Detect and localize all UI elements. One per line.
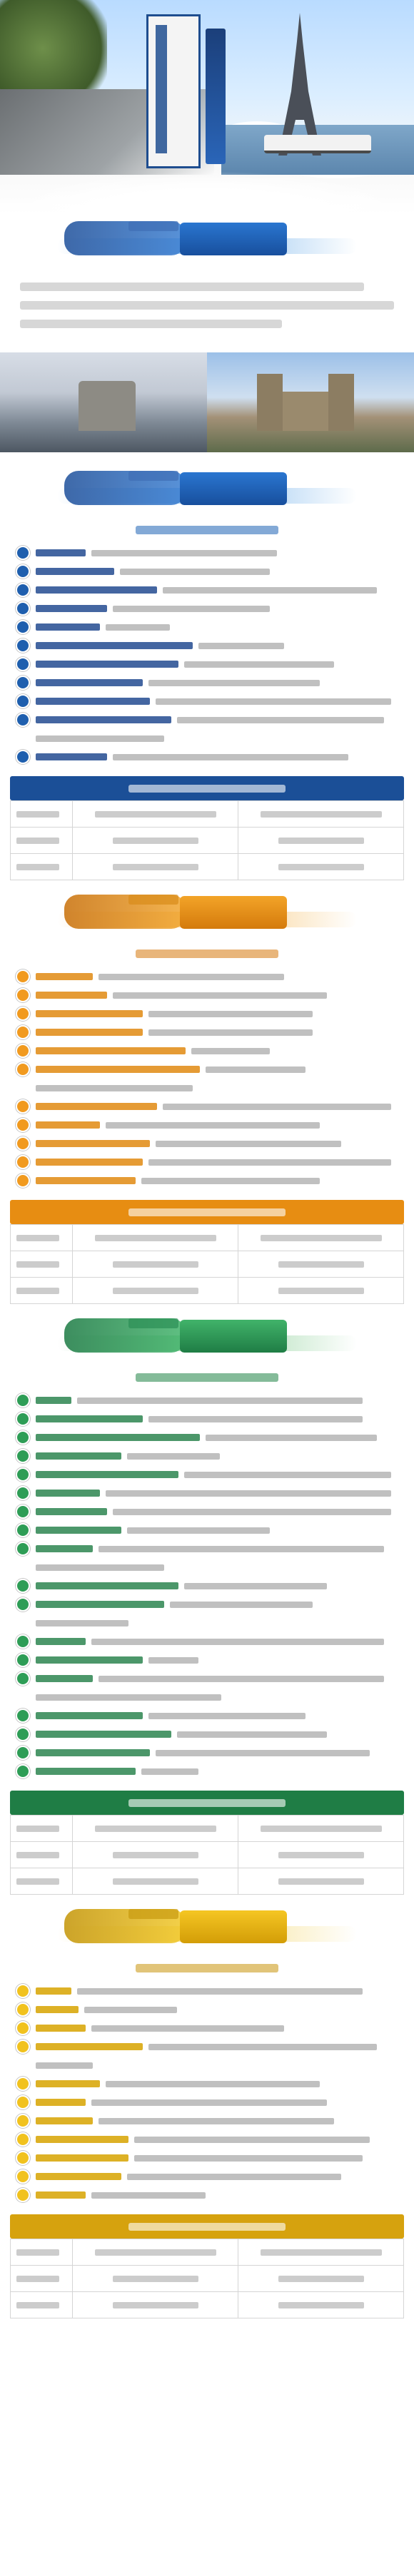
stop-address	[163, 587, 377, 594]
list-item	[16, 986, 401, 1004]
list-item	[16, 1004, 401, 1023]
stop-name	[36, 1582, 178, 1589]
stop-address	[120, 569, 270, 575]
title-text	[128, 1208, 286, 1216]
stop-address	[99, 974, 284, 980]
stop-name	[36, 753, 107, 760]
text-line	[20, 282, 364, 291]
timetable-table	[10, 800, 404, 880]
hero-fade	[0, 171, 414, 214]
stop-number-badge	[16, 969, 30, 984]
stop-number-badge	[16, 1709, 30, 1723]
stop-address	[134, 2137, 370, 2143]
stop-name	[36, 2191, 86, 2199]
list-item	[16, 2112, 401, 2130]
stop-address	[206, 1435, 377, 1441]
list-item	[16, 1097, 401, 1116]
header-title	[180, 1320, 287, 1353]
intro-paragraph	[0, 268, 414, 347]
stop-name	[36, 1029, 143, 1036]
list-item	[16, 2167, 401, 2186]
stop-address	[91, 550, 277, 556]
green-stop-list	[0, 1390, 414, 1786]
stop-address	[36, 2062, 93, 2069]
stop-name	[36, 2099, 86, 2106]
stop-address	[106, 624, 170, 631]
stops-subtitle	[0, 1365, 414, 1390]
table-row	[11, 1225, 404, 1251]
section-header-orange-line	[0, 887, 414, 942]
stop-number-badge	[16, 657, 30, 671]
stop-number-badge	[16, 1136, 30, 1151]
stop-address	[91, 2192, 206, 2199]
header-title	[180, 472, 287, 505]
stop-number-badge	[16, 1523, 30, 1537]
list-item	[16, 1595, 401, 1614]
stop-address	[148, 1713, 306, 1719]
table-row	[11, 801, 404, 828]
list-item	[16, 1688, 401, 1706]
stop-address	[148, 680, 320, 686]
stop-name	[36, 1768, 136, 1775]
stop-address	[91, 2025, 284, 2032]
stop-address	[156, 1750, 370, 1756]
stop-address	[141, 1178, 320, 1184]
stop-name	[36, 1159, 143, 1166]
table-row	[11, 2266, 404, 2292]
list-item	[16, 1706, 401, 1725]
stop-address	[113, 754, 348, 760]
stop-address	[148, 1657, 198, 1664]
list-item	[16, 1614, 401, 1632]
stop-name	[36, 2080, 100, 2087]
page-end	[0, 2570, 414, 2576]
list-item	[16, 673, 401, 692]
stop-number-badge	[16, 1099, 30, 1114]
stop-number-badge	[16, 988, 30, 1002]
stop-number-badge	[16, 638, 30, 653]
list-item	[16, 1447, 401, 1465]
stop-name	[36, 568, 114, 575]
timetable-table	[10, 2239, 404, 2318]
list-item	[16, 1116, 401, 1134]
facade-shape	[283, 392, 328, 431]
list-item	[16, 1060, 401, 1079]
stop-number-badge	[16, 1597, 30, 1612]
green-timetable	[0, 1791, 414, 1895]
list-item	[16, 2093, 401, 2112]
list-item	[16, 581, 401, 599]
list-item	[16, 1521, 401, 1539]
stop-name	[36, 1675, 93, 1682]
stop-address	[177, 1731, 327, 1738]
stop-name	[36, 1987, 71, 1995]
stop-number-badge	[16, 1412, 30, 1426]
list-item	[16, 1465, 401, 1484]
timetable-title	[10, 776, 404, 800]
stop-name	[36, 716, 171, 723]
stop-name	[36, 1656, 143, 1664]
stop-number-badge	[16, 1542, 30, 1556]
stop-number-badge	[16, 2077, 30, 2091]
river-boat	[264, 135, 371, 153]
list-item	[16, 1632, 401, 1651]
list-item	[16, 2000, 401, 2019]
stop-name	[36, 1066, 200, 1073]
stop-number-badge	[16, 1393, 30, 1407]
stop-name	[36, 679, 143, 686]
stop-name	[36, 2154, 128, 2162]
header-brand-tag	[128, 471, 178, 481]
stop-name	[36, 1638, 86, 1645]
stop-number-badge	[16, 1727, 30, 1741]
stop-address	[77, 1988, 363, 1995]
stop-address	[99, 2118, 334, 2124]
stop-number-badge	[16, 1155, 30, 1169]
table-row	[11, 1842, 404, 1868]
stop-name	[36, 1490, 100, 1497]
stop-address	[156, 698, 391, 705]
stop-number-badge	[16, 546, 30, 560]
stop-name	[36, 642, 193, 649]
list-item	[16, 2186, 401, 2204]
list-item	[16, 1391, 401, 1410]
blue-stop-list	[0, 542, 414, 772]
list-item	[16, 1651, 401, 1669]
stop-name	[36, 1712, 143, 1719]
stop-address	[198, 643, 284, 649]
stop-number-badge	[16, 601, 30, 616]
stop-name	[36, 1047, 186, 1054]
list-item	[16, 1153, 401, 1171]
stop-address	[91, 2099, 327, 2106]
arc-de-triomphe-photo	[0, 352, 214, 452]
stop-name	[36, 1010, 143, 1017]
stop-name	[36, 2025, 86, 2032]
list-item	[16, 1982, 401, 2000]
stop-address	[36, 1564, 164, 1571]
hero-banner	[0, 0, 414, 214]
stops-subtitle	[0, 1956, 414, 1980]
list-item	[16, 1023, 401, 1042]
list-item	[16, 1079, 401, 1097]
list-item	[16, 2037, 401, 2056]
stop-number-badge	[16, 2021, 30, 2035]
text-line	[20, 320, 282, 328]
stop-address	[148, 1011, 313, 1017]
stops-subtitle	[0, 518, 414, 542]
header-title	[180, 223, 287, 255]
tower-shape	[328, 374, 354, 431]
stop-name	[36, 586, 157, 594]
header-title	[180, 896, 287, 929]
notre-dame-photo	[207, 352, 414, 452]
stop-number-badge	[16, 2095, 30, 2109]
list-item	[16, 748, 401, 766]
table-row	[11, 1278, 404, 1304]
title-stamp	[146, 14, 201, 168]
stop-number-badge	[16, 750, 30, 764]
stop-name	[36, 698, 150, 705]
stop-address	[127, 1453, 220, 1460]
list-item	[16, 1502, 401, 1521]
stop-number-badge	[16, 1671, 30, 1686]
list-item	[16, 636, 401, 655]
header-title	[180, 1910, 287, 1943]
stop-name	[36, 1452, 121, 1460]
list-item	[16, 1577, 401, 1595]
list-item	[16, 1042, 401, 1060]
stop-number-badge	[16, 2002, 30, 2017]
stop-name	[36, 1749, 150, 1756]
stop-name	[36, 2043, 143, 2050]
list-item	[16, 562, 401, 581]
stop-address	[184, 1472, 391, 1478]
stop-address	[170, 1602, 313, 1608]
header-brand-tag	[128, 1909, 178, 1919]
stop-address	[148, 2044, 377, 2050]
stop-address	[77, 1398, 363, 1404]
stop-address	[141, 1768, 198, 1775]
list-item	[16, 2130, 401, 2149]
stop-number-badge	[16, 2114, 30, 2128]
stop-address	[184, 661, 334, 668]
timetable-title	[10, 1791, 404, 1815]
list-item	[16, 1410, 401, 1428]
stop-address	[127, 1527, 270, 1534]
list-item	[16, 1539, 401, 1558]
orange-timetable	[0, 1200, 414, 1304]
stop-address	[206, 1066, 306, 1073]
section-header-green-line	[0, 1311, 414, 1365]
list-item	[16, 544, 401, 562]
stop-name	[36, 1140, 150, 1147]
stop-address	[156, 1141, 341, 1147]
stop-name	[36, 1434, 200, 1441]
stop-address	[106, 1122, 320, 1129]
section-header-blue-line	[0, 464, 414, 518]
stop-name	[36, 549, 86, 556]
stops-subtitle	[0, 942, 414, 966]
stop-address	[36, 1085, 193, 1091]
hero-title	[206, 29, 226, 164]
list-item	[16, 1558, 401, 1577]
yellow-timetable	[0, 2214, 414, 2318]
stop-number-badge	[16, 1007, 30, 1021]
blue-timetable	[0, 776, 414, 880]
list-item	[16, 711, 401, 729]
timetable-table	[10, 1224, 404, 1304]
arch-shape	[79, 381, 136, 431]
stop-number-badge	[16, 1634, 30, 1649]
tower-shape	[257, 374, 283, 431]
stop-address	[36, 1620, 128, 1626]
stop-number-badge	[16, 1044, 30, 1058]
yellow-stop-list	[0, 1980, 414, 2210]
stop-name	[36, 1177, 136, 1184]
table-row	[11, 828, 404, 854]
stop-name	[36, 1601, 164, 1608]
stop-name	[36, 661, 178, 668]
stop-number-badge	[16, 1764, 30, 1778]
stop-address	[84, 2007, 177, 2013]
stop-number-badge	[16, 694, 30, 708]
table-row	[11, 2239, 404, 2266]
list-item	[16, 2074, 401, 2093]
stop-name	[36, 1415, 143, 1422]
stop-name	[36, 2006, 79, 2013]
list-item	[16, 2056, 401, 2074]
title-text	[128, 1799, 286, 1807]
timetable-title	[10, 1200, 404, 1224]
stop-number-badge	[16, 1449, 30, 1463]
stop-number-badge	[16, 1062, 30, 1076]
list-item	[16, 1725, 401, 1743]
list-item	[16, 1428, 401, 1447]
stop-number-badge	[16, 564, 30, 579]
stop-number-badge	[16, 1467, 30, 1482]
stop-number-badge	[16, 1653, 30, 1667]
stop-number-badge	[16, 1505, 30, 1519]
list-item	[16, 729, 401, 748]
stop-name	[36, 992, 107, 999]
list-item	[16, 2149, 401, 2167]
stop-number-badge	[16, 2188, 30, 2202]
list-item	[16, 692, 401, 711]
stop-address	[134, 2155, 363, 2162]
stop-number-badge	[16, 1430, 30, 1445]
section-header-yellow-line	[0, 1902, 414, 1956]
stop-number-badge	[16, 1746, 30, 1760]
table-row	[11, 2292, 404, 2318]
stop-address	[177, 717, 384, 723]
orange-stop-list	[0, 966, 414, 1196]
stop-address	[148, 1029, 313, 1036]
stamp-text	[156, 25, 167, 153]
stop-address	[113, 1509, 391, 1515]
stop-name	[36, 2136, 128, 2143]
stop-number-badge	[16, 1579, 30, 1593]
stop-name	[36, 1508, 107, 1515]
stop-address	[106, 1490, 391, 1497]
stop-number-badge	[16, 2151, 30, 2165]
stop-address	[113, 992, 327, 999]
stop-address	[184, 1583, 327, 1589]
table-row	[11, 1868, 404, 1895]
stop-number-badge	[16, 1486, 30, 1500]
stop-name	[36, 1397, 71, 1404]
header-brand-tag	[128, 221, 178, 231]
subtitle-text	[136, 950, 278, 958]
table-row	[11, 1816, 404, 1842]
text-line	[20, 301, 394, 310]
stop-number-badge	[16, 676, 30, 690]
list-item	[16, 618, 401, 636]
timetable-title	[10, 2214, 404, 2239]
stop-number-badge	[16, 713, 30, 727]
stop-address	[36, 1694, 221, 1701]
stop-number-badge	[16, 1174, 30, 1188]
subtitle-text	[136, 526, 278, 534]
stop-address	[91, 1639, 384, 1645]
stop-address	[99, 1546, 384, 1552]
header-brand-tag	[128, 895, 178, 905]
stop-number-badge	[16, 2040, 30, 2054]
list-item	[16, 1171, 401, 1190]
stop-name	[36, 1471, 178, 1478]
title-text	[128, 2223, 286, 2231]
stop-number-badge	[16, 2169, 30, 2184]
list-item	[16, 1743, 401, 1762]
stop-address	[191, 1048, 270, 1054]
list-item	[16, 2019, 401, 2037]
header-brand-tag	[128, 1318, 178, 1328]
stop-name	[36, 1121, 100, 1129]
photo-strip	[0, 352, 414, 452]
stop-address	[148, 1416, 363, 1422]
stop-name	[36, 1103, 157, 1110]
stop-name	[36, 2117, 93, 2124]
stop-name	[36, 973, 93, 980]
stop-number-badge	[16, 2132, 30, 2147]
list-item	[16, 1762, 401, 1781]
stop-number-badge	[16, 583, 30, 597]
list-item	[16, 599, 401, 618]
list-item	[16, 967, 401, 986]
stop-address	[148, 1159, 391, 1166]
list-item	[16, 1484, 401, 1502]
stop-address	[113, 606, 270, 612]
stop-name	[36, 623, 100, 631]
stop-name	[36, 1527, 121, 1534]
table-row	[11, 854, 404, 880]
stop-address	[127, 2174, 341, 2180]
subtitle-text	[136, 1964, 278, 1972]
stop-name	[36, 605, 107, 612]
stop-number-badge	[16, 1984, 30, 1998]
subtitle-text	[136, 1373, 278, 1382]
stop-number-badge	[16, 1025, 30, 1039]
list-item	[16, 1134, 401, 1153]
stop-address	[163, 1104, 391, 1110]
list-item	[16, 655, 401, 673]
stop-name	[36, 1545, 93, 1552]
stop-number-badge	[16, 620, 30, 634]
stop-address	[106, 2081, 320, 2087]
stop-name	[36, 1731, 171, 1738]
title-text	[128, 785, 286, 793]
stop-address	[36, 735, 164, 742]
section-header-product-intro	[0, 214, 414, 268]
stop-number-badge	[16, 1118, 30, 1132]
stop-address	[99, 1676, 384, 1682]
stop-name	[36, 2173, 121, 2180]
list-item	[16, 1669, 401, 1688]
table-row	[11, 1251, 404, 1278]
timetable-table	[10, 1815, 404, 1895]
